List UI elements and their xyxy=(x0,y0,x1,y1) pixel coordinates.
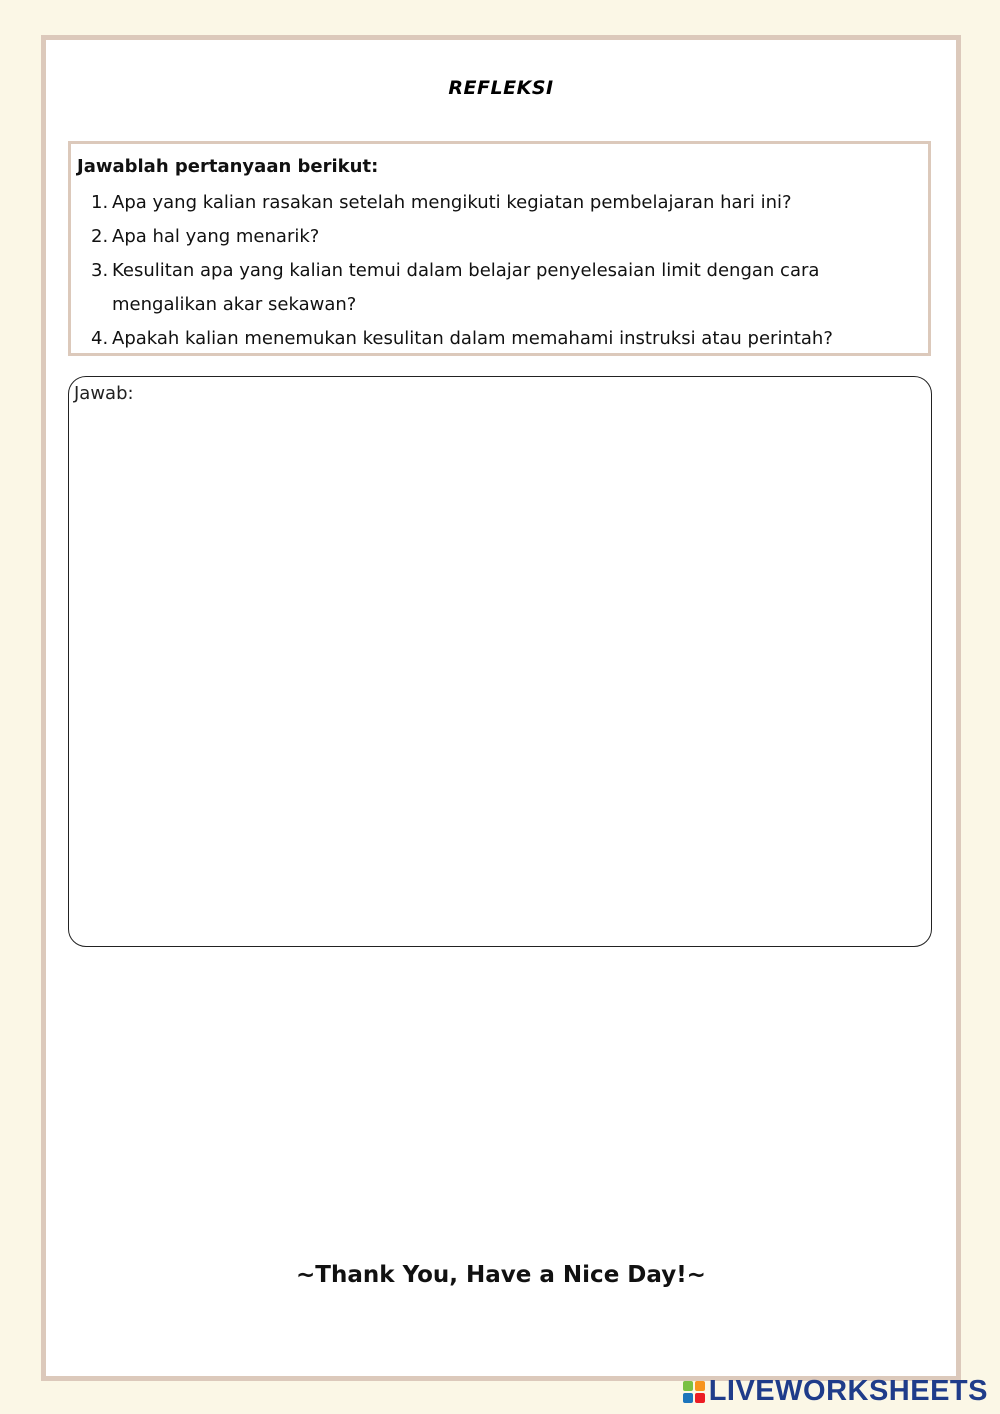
answer-box xyxy=(68,376,932,947)
answer-input[interactable] xyxy=(74,411,921,936)
liveworksheets-logo-icon xyxy=(683,1381,705,1403)
question-text: Apa hal yang menarik? xyxy=(112,226,320,247)
question-item-3 xyxy=(91,254,881,322)
question-item-2 xyxy=(91,220,881,254)
watermark-text: LIVEWORKSHEETS xyxy=(708,1375,988,1407)
question-text: Kesulitan apa yang kalian temui dalam belajar penyelesaian limit dengan cara mengalikan akar sekawan? xyxy=(112,260,820,315)
question-item-1 xyxy=(91,186,881,220)
question-number: 3. xyxy=(91,260,109,281)
questions-heading: Jawablah pertanyaan berikut: xyxy=(77,156,379,177)
question-list xyxy=(91,186,881,356)
question-text: Apa yang kalian rasakan setelah mengikuti kegiatan pembelajaran hari ini? xyxy=(112,192,792,213)
question-number: 4. xyxy=(91,328,109,349)
question-item-4 xyxy=(91,322,881,356)
questions-box xyxy=(68,141,931,356)
closing-message: ~Thank You, Have a Nice Day!~ xyxy=(296,1262,706,1288)
page-title: REFLEKSI xyxy=(448,77,554,99)
worksheet-page xyxy=(41,35,961,1381)
question-text: Apakah kalian menemukan kesulitan dalam memahami instruksi atau perintah? xyxy=(112,328,833,349)
liveworksheets-watermark xyxy=(683,1375,988,1408)
question-number: 1. xyxy=(91,192,109,213)
question-number: 2. xyxy=(91,226,109,247)
answer-label: Jawab: xyxy=(74,383,134,404)
